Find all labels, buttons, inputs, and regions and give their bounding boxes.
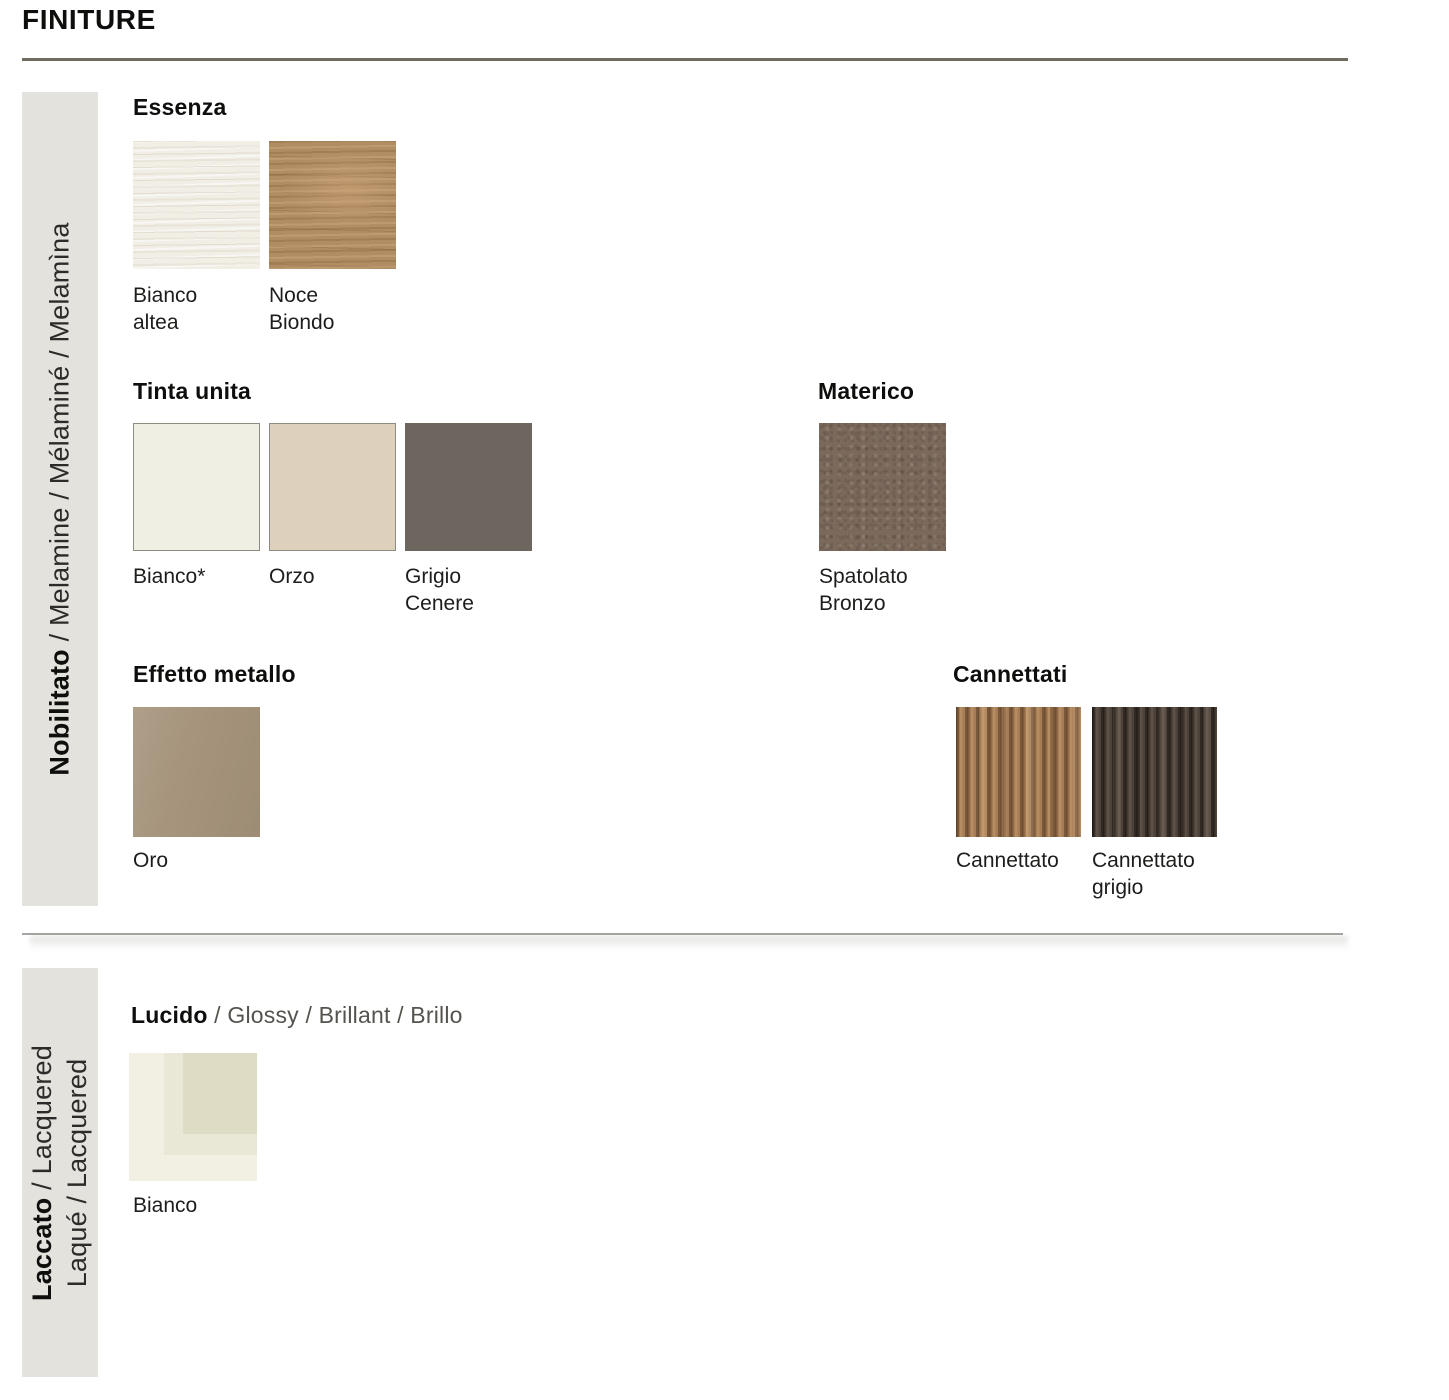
laccato-sidebar-line1-rest: / Lacquered: [27, 1044, 57, 1198]
lucido-title-bold: Lucido: [131, 1002, 208, 1028]
nobilitato-sidebar-label-rest: / Melamine / Mélaminé / Melamìna: [44, 222, 75, 650]
swatch-bianco-solid: [133, 423, 260, 551]
swatch-label-lucido-bianco: Bianco: [133, 1194, 198, 1217]
swatch-orzo: [269, 423, 396, 551]
swatch-label-bianco-altea: Bianco altea: [133, 284, 198, 334]
swatch-oro: [133, 707, 260, 837]
swatch-label-spatolato-bronzo: Spatolato Bronzo: [819, 565, 908, 615]
swatch-grigio-cenere: [405, 423, 532, 551]
laccato-sidebar-line2: [60, 1045, 95, 1301]
laccato-sidebar-line1: [25, 1045, 60, 1301]
cannettati-title: Cannettati: [953, 661, 1068, 687]
laccato-sidebar-label: [25, 1045, 95, 1301]
swatch-bianco-altea: [133, 141, 260, 269]
swatch-cannettato: [956, 707, 1081, 837]
swatch-label-oro: Oro: [133, 849, 169, 872]
section-divider-shadow: [30, 936, 1348, 950]
swatch-label-bianco-solid: Bianco*: [133, 565, 206, 588]
lucido-title-rest: / Glossy / Brillant / Brillo: [207, 1002, 463, 1028]
lucido-title: [131, 1001, 463, 1029]
swatch-spatolato-bronzo: [819, 423, 946, 551]
essenza-title: Essenza: [133, 94, 227, 120]
nobilitato-sidebar: [22, 92, 98, 906]
lucido-bianco-inner-layer: [183, 1053, 257, 1134]
swatch-label-cannettato: Cannettato: [956, 849, 1059, 872]
laccato-sidebar-line1-bold: Laccato: [27, 1197, 57, 1301]
swatch-label-noce-biondo: Noce Biondo: [269, 284, 335, 334]
swatch-noce-biondo: [269, 141, 396, 269]
nobilitato-sidebar-label: [43, 222, 78, 775]
swatch-label-orzo: Orzo: [269, 565, 315, 588]
section-divider: [22, 933, 1343, 935]
effetto-metallo-title: Effetto metallo: [133, 661, 296, 687]
swatch-cannettato-grigio: [1092, 707, 1217, 837]
laccato-sidebar-line2-rest: Laqué / Lacquered: [62, 1058, 92, 1287]
swatch-label-grigio-cenere: Grigio Cenere: [405, 565, 474, 615]
top-divider: [22, 58, 1348, 61]
tinta-unita-title: Tinta unita: [133, 378, 252, 404]
laccato-sidebar: [22, 968, 98, 1377]
swatch-label-cannettato-grigio: Cannettato grigio: [1092, 849, 1195, 899]
nobilitato-sidebar-label-bold: Nobilitato: [44, 649, 75, 776]
materico-title: Materico: [818, 378, 915, 404]
swatch-lucido-bianco: [129, 1053, 257, 1181]
page-title: FINITURE: [22, 4, 156, 35]
